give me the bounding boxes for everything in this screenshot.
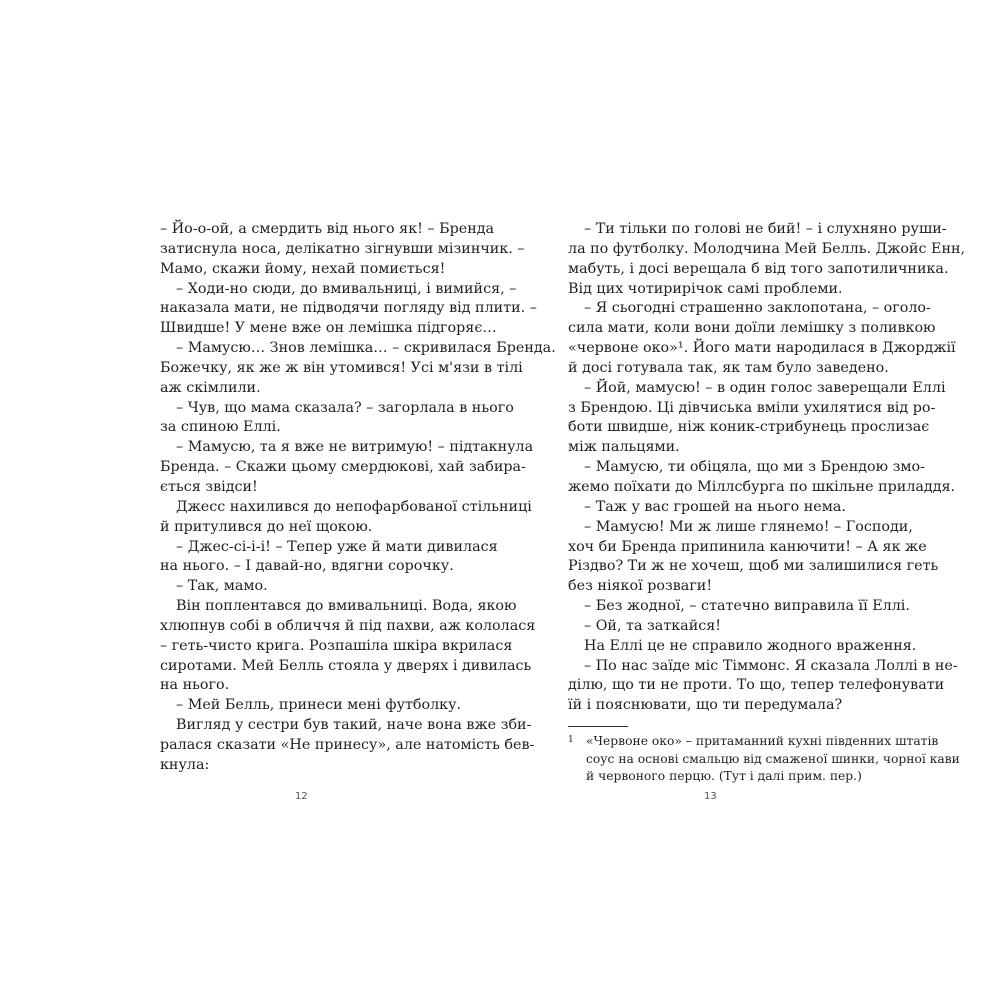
text-line: – геть-чисто крига. Розпашіла шкіра вкрилася bbox=[160, 637, 513, 654]
text-line: кнула: bbox=[160, 756, 210, 773]
text-line: Швидше! У мене вже он лемішка підгоряє… bbox=[160, 320, 497, 337]
text-line: – Чув, що мама сказала? – загорлала в нього bbox=[176, 399, 514, 416]
right-page bbox=[568, 220, 966, 786]
text-line: сила мати, коли вони доїли лемішку з поливкою bbox=[568, 320, 936, 337]
footnote-rule bbox=[568, 726, 628, 727]
text-line: за спиною Еллі. bbox=[160, 419, 281, 436]
text-line: без ніякої розваги! bbox=[568, 578, 713, 595]
text-line: хоч би Бренда припинила канючити! – А як же bbox=[568, 538, 927, 555]
text-line: – Я сьогодні страшенно заклопотана, – оголо- bbox=[584, 300, 931, 317]
text-line: між пальцями. bbox=[568, 439, 680, 456]
text-line: – Мей Белль, принеси мені футболку. bbox=[176, 697, 462, 714]
text-line: мабуть, і досі верещала б від того запотиличника. bbox=[568, 260, 949, 277]
text-line: жемо поїхати до Міллсбурга по шкільне приладдя. bbox=[568, 478, 956, 495]
text-line: й притулився до неї щокою. bbox=[160, 518, 373, 535]
text-line: ється звідси! bbox=[160, 478, 258, 495]
text-line: – Мамусю! Ми ж лише глянемо! – Господи, bbox=[584, 518, 913, 535]
text-line: Джесс нахилився до непофарбованої стільниці bbox=[176, 498, 532, 515]
footnote-number: 1 bbox=[568, 735, 574, 746]
text-line: – Без жодної, – статечно виправила її Еллі. bbox=[584, 598, 910, 615]
text-line: Мамо, скажи йому, нехай помиється! bbox=[160, 260, 446, 277]
text-line: – По нас заїде міс Тіммонс. Я сказала Лоллі в не- bbox=[584, 657, 958, 674]
text-line: аж скімлили. bbox=[160, 379, 261, 396]
left-page bbox=[160, 220, 556, 776]
text-line: Різдво? Ти ж не хочеш, щоб ми залишилися геть bbox=[568, 558, 939, 575]
footnote-line: «Червоне око» – притаманний кухні південних штатів bbox=[586, 734, 939, 749]
page-number-right: 13 bbox=[704, 791, 717, 802]
text-line: наказала мати, не підводячи погляду від плити. – bbox=[160, 300, 537, 317]
text-line: – Ходи-но сюди, до вмивальниці, і вимийся, – bbox=[176, 280, 517, 297]
text-line: – Мамусю, ти обіцяла, що ми з Брендою змо- bbox=[584, 459, 925, 476]
text-line: – Джес-сі-і-і! – Тепер уже й мати дивилася bbox=[176, 538, 498, 555]
text-line: Бренда. – Скажи цьому смердюкові, хай забира- bbox=[160, 459, 526, 476]
text-line: боти швидше, ніж коник-стрибунець прослизає bbox=[568, 419, 930, 436]
text-line: затиснула носа, делікатно зігнувши мізинчик. – bbox=[160, 240, 525, 257]
text-line: – Мамусю… Знов лемішка… – скривилася Бренда. bbox=[176, 340, 556, 357]
text-line: на нього. bbox=[160, 677, 230, 694]
text-line: ла по футболку. Молодчина Мей Белль. Джойс Енн, bbox=[568, 240, 966, 257]
text-line: ділю, що ти не проти. То що, тепер телефонувати bbox=[568, 677, 945, 694]
footnote-line: й червоного перцю. (Тут і далі прим. пер.) bbox=[586, 769, 862, 784]
text-line: й досі готувала так, як там було заведено. bbox=[568, 359, 889, 376]
text-line: Він поплентався до вмивальниці. Вода, якою bbox=[176, 598, 517, 615]
text-line: ралася сказати «Не принесу», але натомість бев- bbox=[160, 736, 535, 753]
text-line: – Мамусю, та я вже не витримую! – підтакнула bbox=[176, 439, 534, 456]
text-line: сиротами. Мей Белль стояла у дверях і дивилась bbox=[160, 657, 532, 674]
text-line: На Еллі це не справило жодного враження. bbox=[584, 637, 917, 654]
text-line: їй і пояснювати, що ти передумала? bbox=[568, 697, 843, 714]
text-line: з Брендою. Ці дівчиська вміли ухилятися від ро- bbox=[568, 399, 936, 416]
text-line: – Так, мамо. bbox=[176, 578, 268, 595]
text-line: «червоне око»¹. Його мати народилася в Джорджії bbox=[568, 340, 956, 357]
text-line: на нього. – І давай-но, вдягни сорочку. bbox=[160, 558, 454, 575]
text-line: – Йо-о-ой, а смердить від нього як! – Бренда bbox=[160, 221, 495, 237]
text-line: Вигляд у сестри був такий, наче вона вже зби- bbox=[176, 717, 532, 734]
page-number-left: 12 bbox=[295, 791, 308, 802]
footnote-line: соус на основі смальцю від смаженої шинки, чорної кави bbox=[586, 751, 960, 766]
text-line: – Йой, мамусю! – в один голос заверещали Еллі bbox=[584, 379, 946, 396]
text-line: – Ой, та заткайся! bbox=[584, 617, 722, 634]
text-line: Божечку, як же ж він утомився! Усі м'язи в тілі bbox=[160, 359, 523, 376]
footnote bbox=[568, 733, 960, 786]
text-line: Від цих чотирирічок самі проблеми. bbox=[568, 280, 843, 297]
text-line: – Таж у вас грошей на нього нема. bbox=[584, 498, 846, 515]
text-line: – Ти тільки по голові не бий! – і слухняно руши- bbox=[584, 221, 947, 237]
text-line: хлюпнув собі в обличчя й під пахви, аж кололася bbox=[160, 617, 536, 634]
